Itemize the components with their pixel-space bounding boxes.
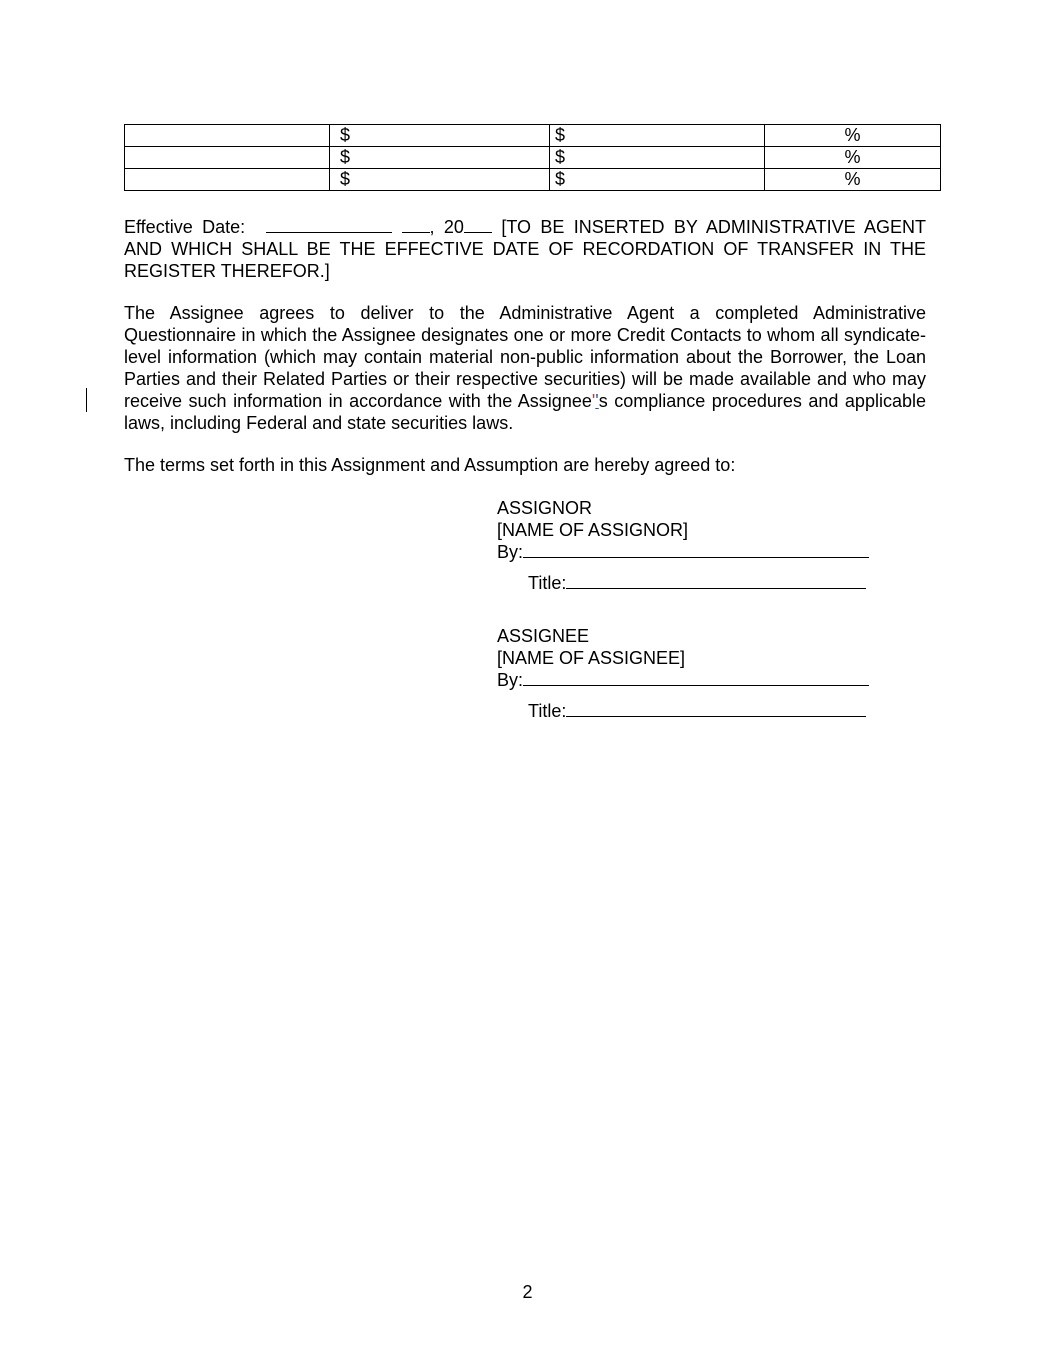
table-cell: % bbox=[765, 147, 941, 169]
by-label: By: bbox=[497, 542, 524, 562]
questionnaire-text: The Assignee agrees to deliver to the Administrative Agent a completed Administrative Questionnaire in which the Assignee designates one or more Credit Contacts to whom all syndicate-level information (which may contain material non-public information about the Borrower, the Loan Parties and their Related Parties or their respective securities) will be made available and who may receive such information in accordance with the Assignee bbox=[124, 303, 926, 411]
table-cell: $ bbox=[330, 147, 550, 169]
title-line bbox=[566, 572, 866, 589]
title-label: Title: bbox=[528, 701, 567, 721]
table-cell: $ bbox=[330, 169, 550, 191]
table-cell: % bbox=[765, 125, 941, 147]
signature-role: ASSIGNEE bbox=[497, 626, 590, 646]
table-cell bbox=[125, 147, 330, 169]
signature-by-row bbox=[497, 541, 877, 563]
page-number: 2 bbox=[522, 1282, 533, 1302]
deleted-apostrophe: ' bbox=[591, 391, 596, 411]
signature-party-name: [NAME OF ASSIGNOR] bbox=[497, 520, 689, 540]
effective-date-paragraph bbox=[124, 214, 926, 282]
by-label: By: bbox=[497, 670, 524, 690]
table-cell: $ bbox=[550, 147, 765, 169]
table-row bbox=[125, 147, 941, 169]
allocation-table bbox=[124, 124, 941, 191]
table-row bbox=[125, 125, 941, 147]
signature-by-row bbox=[497, 669, 877, 691]
questionnaire-paragraph bbox=[124, 302, 926, 434]
table-row bbox=[125, 169, 941, 191]
signature-line bbox=[523, 541, 869, 558]
date-separator: , 20 bbox=[429, 217, 464, 237]
table-cell: $ bbox=[550, 125, 765, 147]
effective-date-note: [TO BE INSERTED BY ADMINISTRATIVE AGENT AND WHICH SHALL BE THE EFFECTIVE DATE OF RECORDATION OF TRANSFER IN THE REGISTER THEREFOR.] bbox=[124, 217, 926, 281]
effective-date-label: Effective Date: bbox=[124, 217, 246, 237]
inserted-apostrophe: ' bbox=[595, 391, 599, 411]
signature-block-assignee bbox=[497, 625, 877, 722]
title-label: Title: bbox=[528, 573, 567, 593]
title-line bbox=[566, 700, 866, 717]
revision-bar bbox=[86, 388, 87, 412]
signature-party-name: [NAME OF ASSIGNEE] bbox=[497, 648, 686, 668]
table-cell: % bbox=[765, 169, 941, 191]
signature-title-row bbox=[497, 572, 877, 594]
table-cell: $ bbox=[550, 169, 765, 191]
table-cell bbox=[125, 125, 330, 147]
signature-role: ASSIGNOR bbox=[497, 498, 593, 518]
date-blank-day bbox=[402, 214, 430, 233]
table-cell bbox=[125, 169, 330, 191]
agreement-statement: The terms set forth in this Assignment and Assumption are hereby agreed to: bbox=[124, 455, 736, 475]
signature-title-row bbox=[497, 700, 877, 722]
table-cell: $ bbox=[330, 125, 550, 147]
date-blank-year bbox=[464, 214, 492, 233]
signature-block-assignor bbox=[497, 497, 877, 594]
questionnaire-text-end: s compliance procedures and applicable laws, including Federal and state securities laws. bbox=[124, 391, 926, 433]
date-blank-month bbox=[266, 214, 392, 233]
signature-line bbox=[523, 669, 869, 686]
